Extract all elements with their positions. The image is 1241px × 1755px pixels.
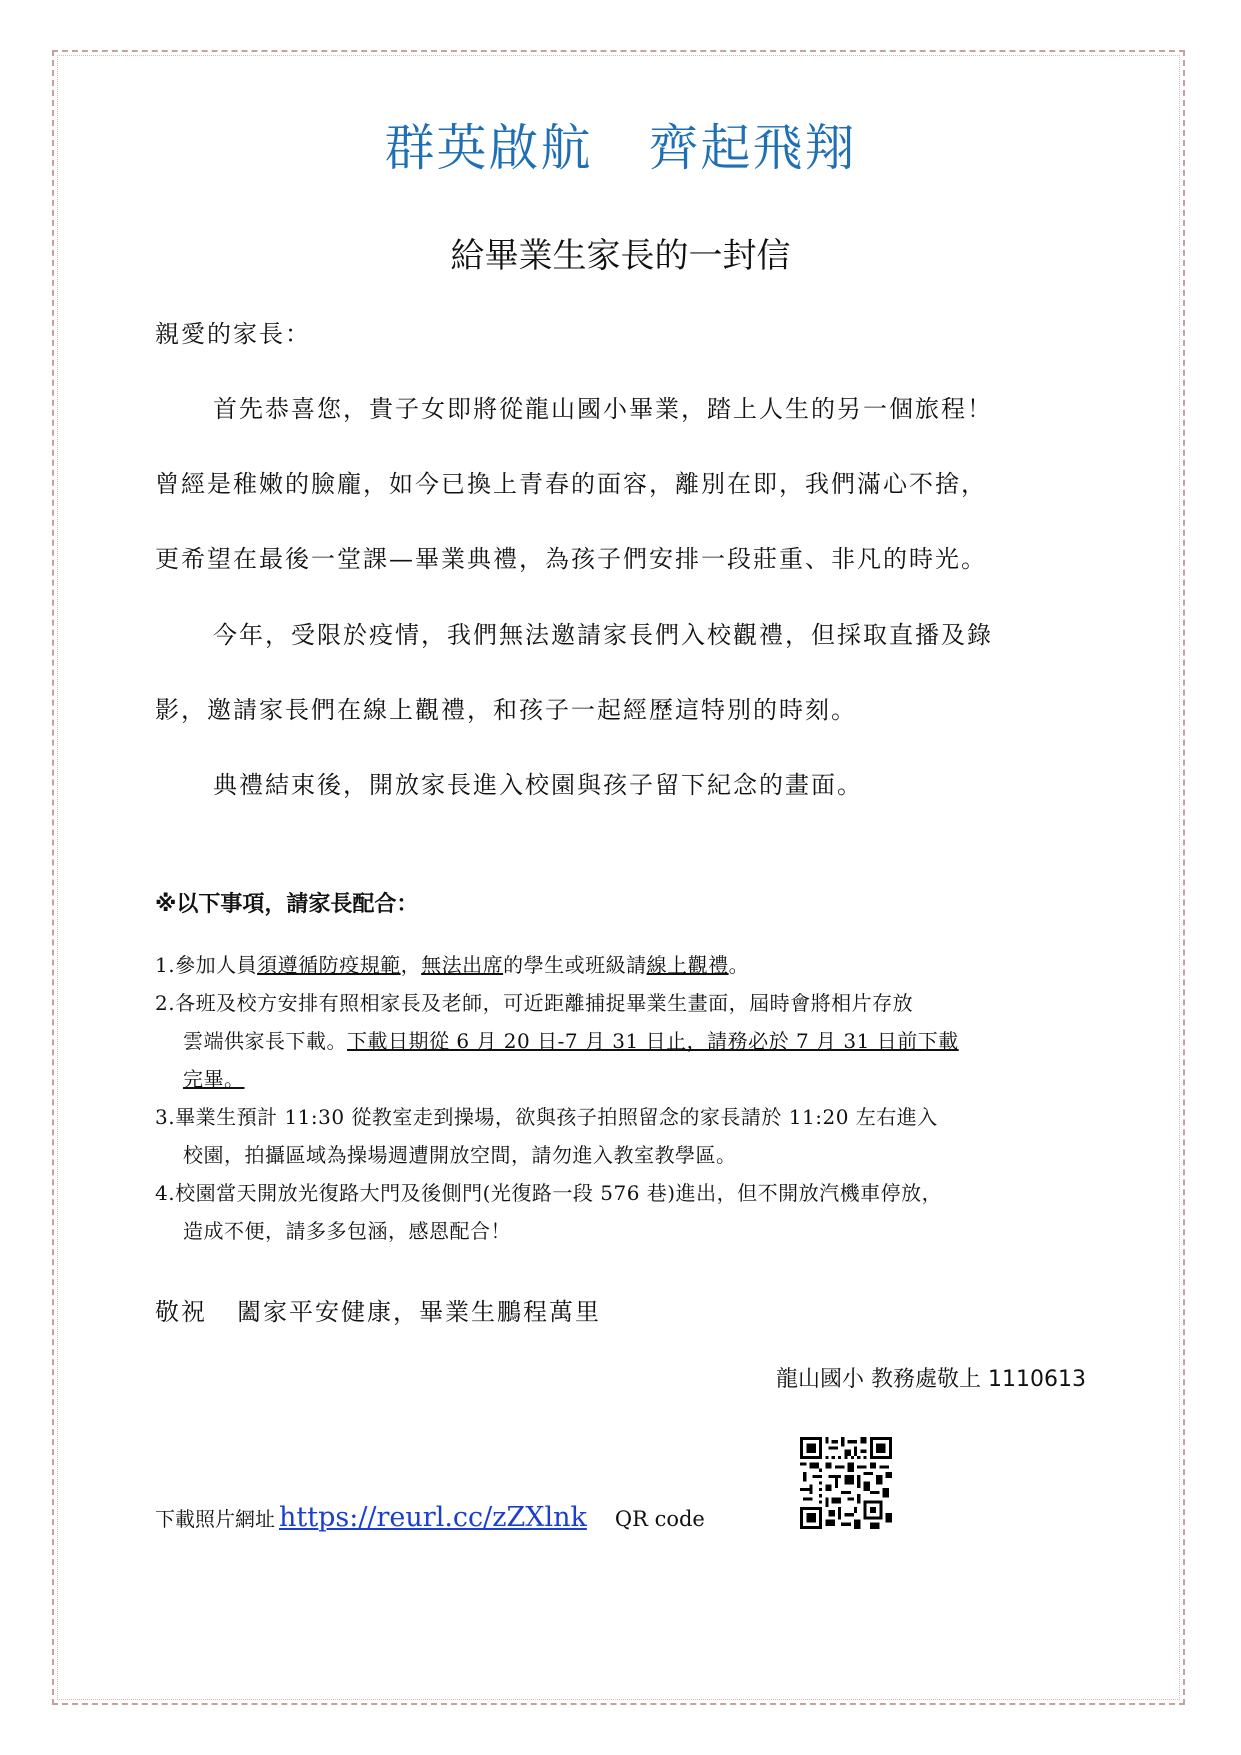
notice-item-3-line-2: 校園，拍攝區域為操場週遭開放空間，請勿進入教室教學區。 (183, 1143, 737, 1167)
notice-item-2-line-3: 完畢。 (183, 1067, 245, 1091)
signature-text: 龍山國小 教務處敬上 (776, 1367, 982, 1392)
decorative-border (52, 50, 1185, 1705)
notice-item-4-line-2: 造成不便，請多多包涵，感恩配合！ (183, 1219, 511, 1243)
notice-item-1-underline-b: 須遵循防疫規範 (257, 953, 401, 977)
notice-item-3-line-1: 3.畢業生預計 11:30 從教室走到操場，欲與孩子拍照留念的家長請於 11:20 左右進入 (155, 1105, 938, 1129)
notice-item-2-text: 雲端供家長下載。 (183, 1029, 347, 1053)
closing-wish (155, 1292, 601, 1327)
closing-salutation: 敬祝 (155, 1298, 207, 1326)
title-part-1: 群英啟航 (384, 119, 593, 177)
notice-item-1-text-g: 。 (728, 953, 750, 977)
letter-line-6: 典禮結束後，開放家長進入校園與孩子留下紀念的畫面。 (213, 771, 863, 799)
letter-line-2: 曾經是稚嫩的臉龐，如今已換上青春的面容，離別在即，我們滿心不捨， (155, 470, 987, 498)
letter-line-3: 更希望在最後一堂課—畢業典禮，為孩子們安排一段莊重、非凡的時光。 (155, 545, 987, 573)
qr-code-label: QR code (614, 1507, 705, 1531)
download-label: 下載照片網址 (155, 1507, 275, 1531)
notice-item-1-text-e: 的學生或班級請 (503, 953, 647, 977)
letter-line-1: 首先恭喜您，貴子女即將從龍山國小畢業，踏上人生的另一個旅程！ (213, 395, 993, 423)
letter-greeting: 親愛的家長： (155, 320, 311, 348)
closing-wish-text: 闔家平安健康，畢業生鵬程萬里 (237, 1298, 601, 1326)
download-line (155, 1502, 705, 1533)
notice-item-1 (155, 949, 749, 978)
notice-item-2-download-dates: 下載日期從 6 月 20 日-7 月 31 日止，請務必於 7 月 31 日前下載 (347, 1029, 959, 1053)
notice-item-1-text-a: 1.參加人員 (155, 953, 258, 977)
notice-item-1-underline-d: 無法出席 (421, 953, 504, 977)
qr-code-image[interactable] (800, 1437, 892, 1529)
signature-date-code: 1110613 (988, 1367, 1086, 1392)
letter-line-5: 影，邀請家長們在線上觀禮，和孩子一起經歷這特別的時刻。 (155, 696, 857, 724)
notice-title: ※以下事項，請家長配合： (155, 892, 419, 917)
notice-item-1-text-c: ， (400, 953, 422, 977)
signature (776, 1362, 1086, 1393)
page-title (0, 108, 1241, 180)
notice-item-1-underline-f: 線上觀禮 (646, 953, 729, 977)
title-part-2: 齊起飛翔 (648, 119, 857, 177)
notice-item-2-line-2 (183, 1025, 959, 1054)
download-link[interactable]: https://reurl.cc/zZXlnk (279, 1502, 587, 1533)
letter-subtitle: 給畢業生家長的一封信 (450, 236, 791, 276)
letter-line-4: 今年，受限於疫情，我們無法邀請家長們入校觀禮，但採取直播及錄 (213, 621, 993, 649)
notice-item-2-line-1: 2.各班及校方安排有照相家長及老師，可近距離捕捉畢業生畫面，屆時會將相片存放 (155, 991, 914, 1015)
notice-item-4-line-1: 4.校園當天開放光復路大門及後側門(光復路一段 576 巷)進出，但不開放汽機車停放， (155, 1181, 943, 1205)
